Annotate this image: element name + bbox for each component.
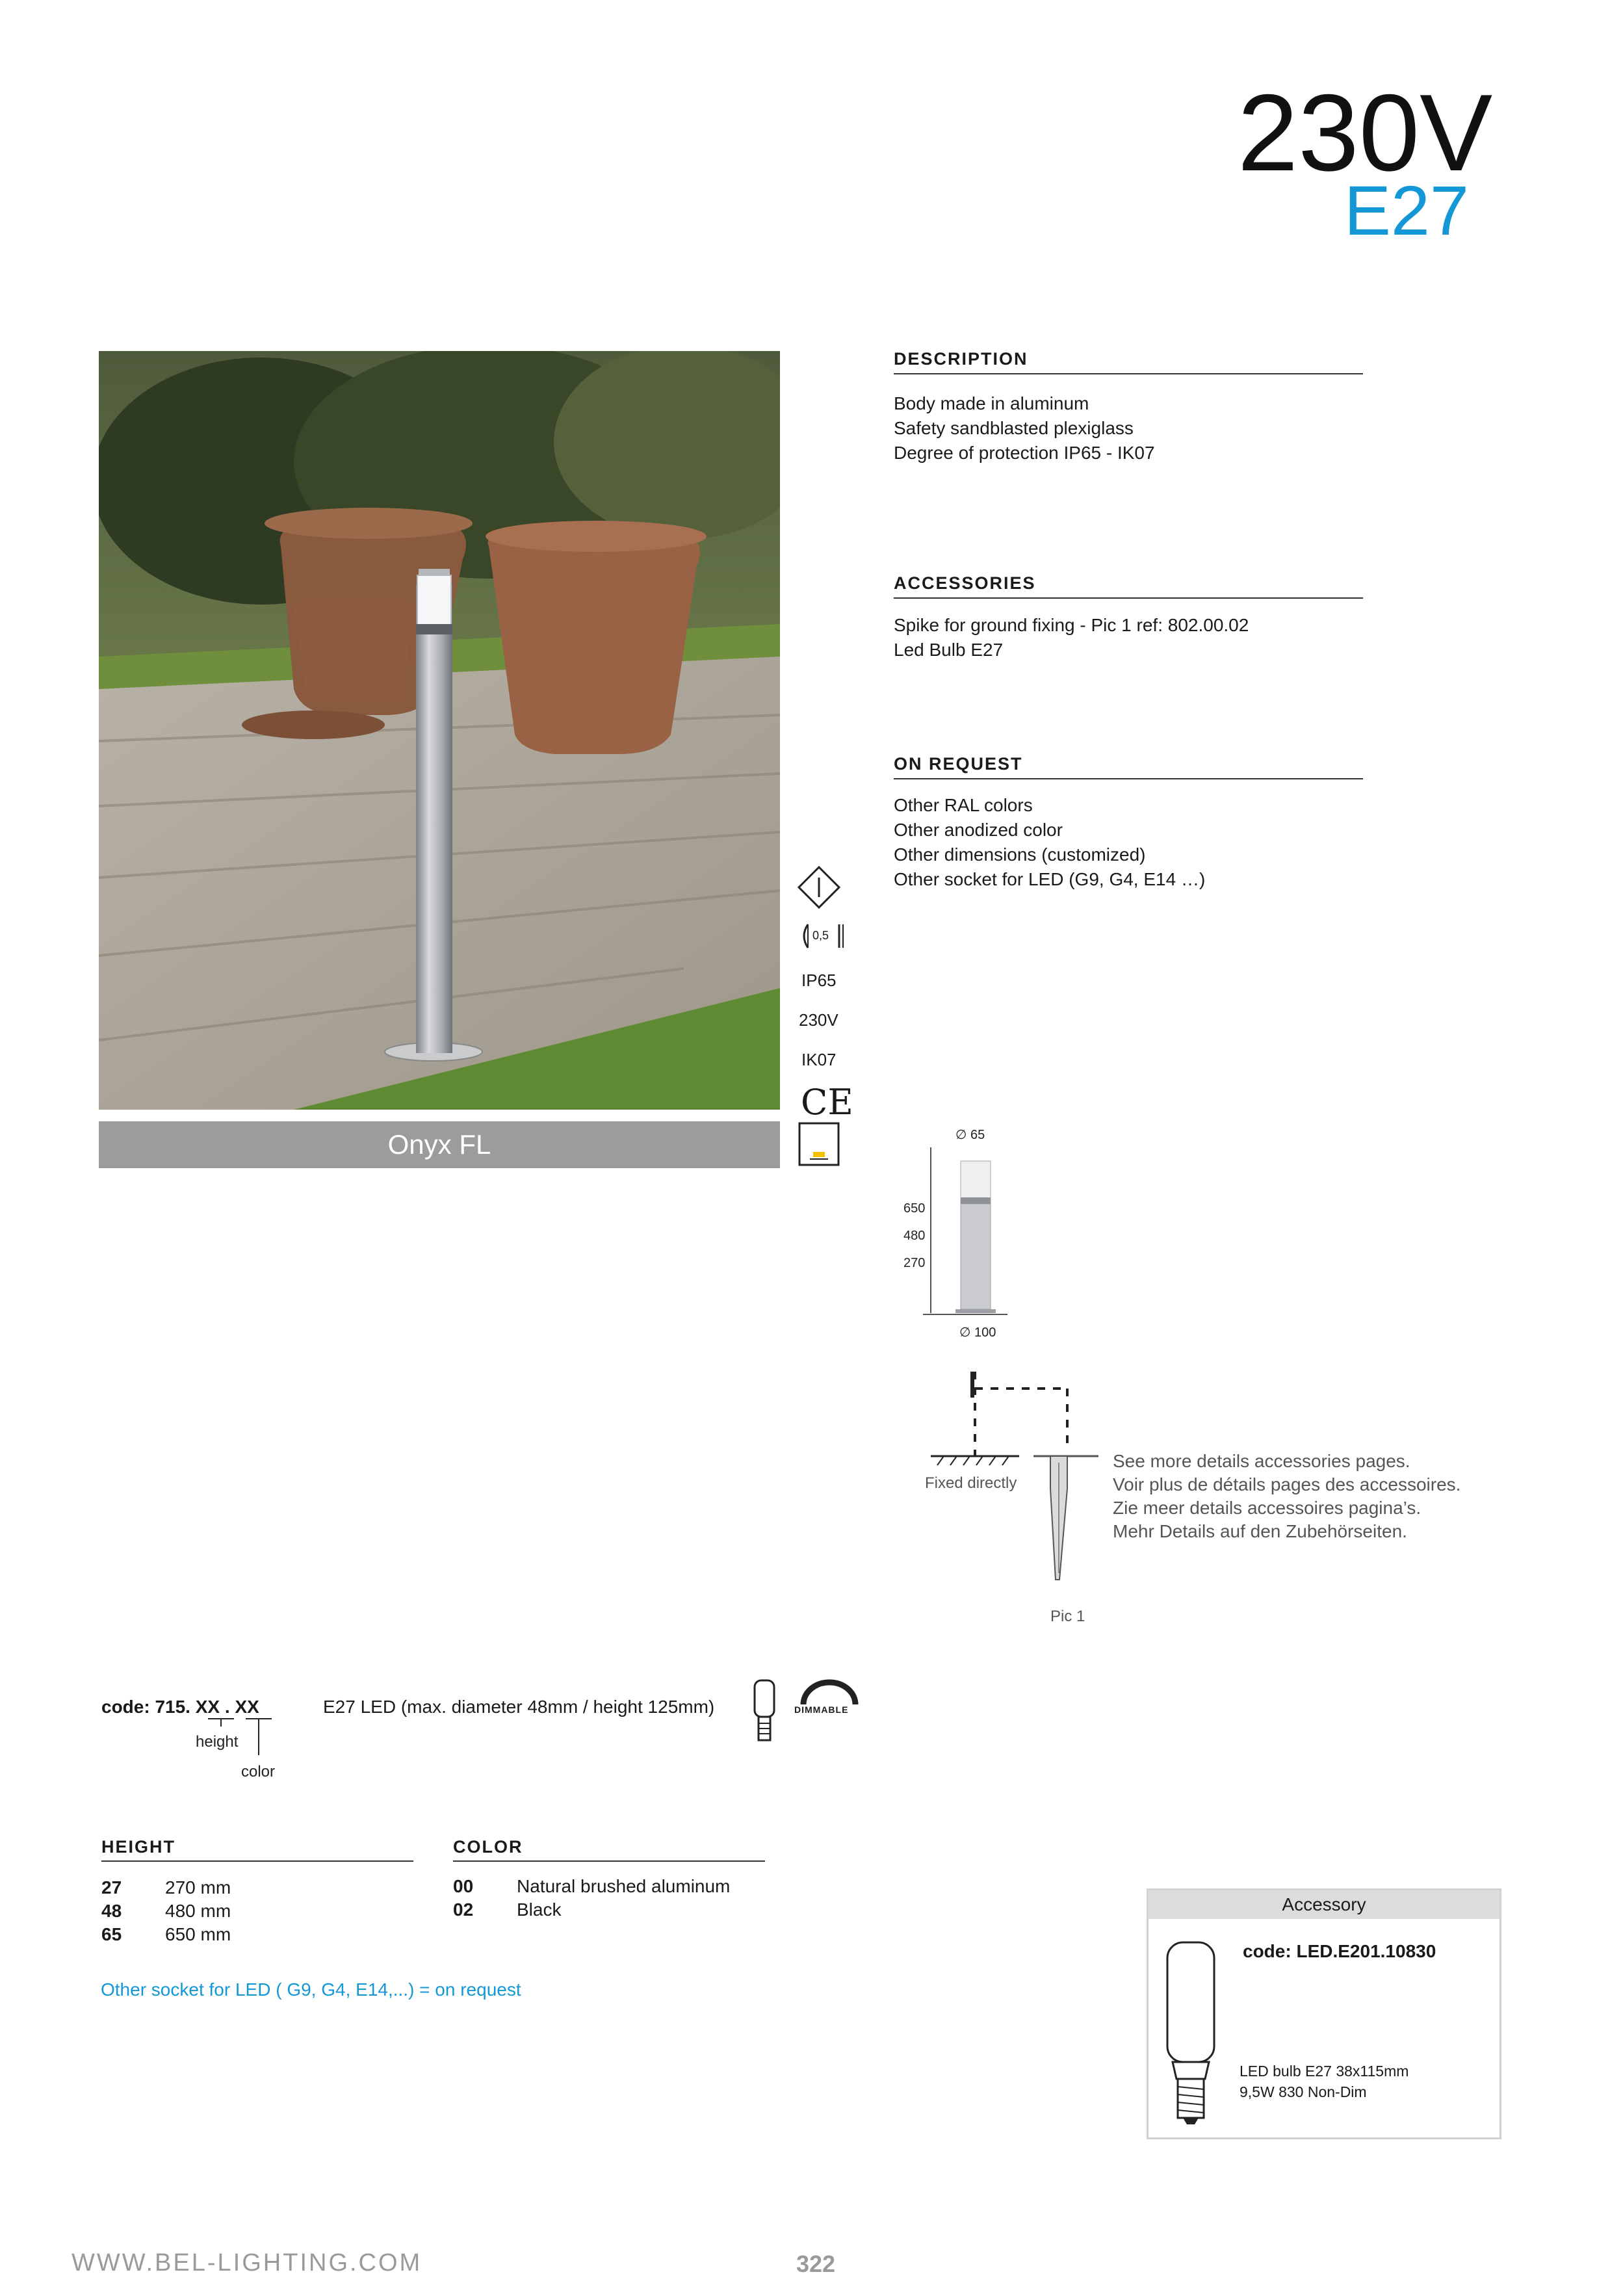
accessories-body (894, 613, 1249, 662)
socket-heading: E27 (1344, 171, 1469, 250)
led-bulb-icon (753, 1678, 776, 1743)
description-line: Degree of protection IP65 - IK07 (894, 443, 1155, 463)
description-rule (894, 373, 1363, 374)
color-value: Natural brushed aluminum (517, 1876, 731, 1896)
accessory-note (1113, 1450, 1461, 1543)
accessory-box-title: Accessory (1149, 1890, 1500, 1919)
height-value: 270 mm (165, 1877, 231, 1898)
accessory-note-line: Voir plus de détails pages des accessoires. (1113, 1474, 1461, 1494)
on-request-title: ON REQUEST (894, 754, 1023, 774)
page-number: 322 (796, 2250, 836, 2277)
accessories-title: ACCESSORIES (894, 573, 1036, 593)
on-request-line: Other anodized color (894, 820, 1063, 840)
code-line (101, 1697, 259, 1717)
lamp-included-icon (798, 1122, 840, 1166)
accessory-code-value: LED.E201.10830 (1296, 1941, 1436, 1961)
accessory-desc-line: 9,5W 830 Non-Dim (1240, 2083, 1367, 2100)
table-row (101, 1876, 231, 1899)
ip-rating: IP65 (801, 971, 837, 990)
color-table (453, 1875, 730, 1922)
height-480-label: 480 (903, 1229, 926, 1243)
code-height-label: height (196, 1733, 239, 1751)
accessories-line: Led Bulb E27 (894, 640, 1004, 660)
height-code: 27 (101, 1877, 122, 1898)
color-table-title: COLOR (453, 1837, 523, 1857)
socket-request-note: Other socket for LED ( G9, G4, E14,...) = on request (101, 1979, 521, 2000)
accessory-desc-line: LED bulb E27 38x115mm (1240, 2063, 1409, 2080)
glare-distance-icon (799, 922, 846, 950)
diameter-base-label: ∅ 100 (959, 1325, 996, 1340)
ce-mark-icon: CE (801, 1082, 853, 1123)
dimmable-label: DIMMABLE (794, 1704, 849, 1715)
color-code: 00 (453, 1876, 474, 1896)
on-request-rule (894, 778, 1363, 779)
height-270-label: 270 (903, 1256, 926, 1270)
pic1-label: Pic 1 (1050, 1608, 1085, 1625)
description-title: DESCRIPTION (894, 349, 1028, 369)
product-name-bar: Onyx FL (99, 1121, 780, 1168)
glare-distance-value: 0,5 (812, 929, 829, 942)
height-table (101, 1876, 231, 1946)
on-request-body (894, 793, 1205, 892)
accessory-box (1147, 1888, 1501, 2139)
description-body (894, 391, 1155, 465)
description-line: Safety sandblasted plexiglass (894, 418, 1134, 438)
height-value: 650 mm (165, 1924, 231, 1944)
accessory-description (1240, 2061, 1409, 2102)
table-row (101, 1899, 231, 1923)
dimmable-icon (790, 1678, 862, 1717)
fixed-directly-label: Fixed directly (925, 1474, 1017, 1492)
height-table-rule (101, 1860, 413, 1862)
height-value: 480 mm (165, 1901, 231, 1921)
voltage-heading: 230V (1237, 72, 1493, 194)
footer-website[interactable]: WWW.BEL-LIGHTING.COM (71, 2249, 422, 2276)
height-table-title: HEIGHT (101, 1837, 176, 1857)
diameter-top-label: ∅ 65 (955, 1128, 985, 1142)
accessory-code (1243, 1941, 1436, 1962)
warning-diamond-icon (796, 865, 842, 910)
on-request-line: Other RAL colors (894, 795, 1033, 815)
lamp-spec: E27 LED (max. diameter 48mm / height 125mm) (323, 1697, 715, 1717)
accessory-note-line: See more details accessories pages. (1113, 1451, 1410, 1471)
accessory-bulb-icon (1165, 1940, 1217, 2128)
table-row (101, 1923, 231, 1946)
table-row (453, 1875, 730, 1898)
accessory-code-prefix: code: (1243, 1941, 1292, 1961)
height-code: 48 (101, 1901, 122, 1921)
code-color-part: XX (235, 1697, 259, 1717)
color-table-rule (453, 1860, 765, 1862)
accessory-note-line: Zie meer details accessoires pagina’s. (1113, 1498, 1422, 1518)
color-code: 02 (453, 1899, 474, 1920)
height-code: 65 (101, 1924, 122, 1944)
ik-rating: IK07 (801, 1050, 837, 1069)
product-photo (99, 351, 780, 1110)
code-dot: . (224, 1697, 230, 1717)
accessories-rule (894, 597, 1363, 599)
code-prefix: code: 715. (101, 1697, 190, 1717)
height-650-label: 650 (903, 1201, 926, 1216)
voltage-rating: 230V (799, 1010, 838, 1030)
on-request-line: Other socket for LED (G9, G4, E14 …) (894, 869, 1206, 889)
code-color-label: color (241, 1763, 276, 1781)
code-height-part: XX (195, 1697, 220, 1717)
description-line: Body made in aluminum (894, 393, 1089, 413)
color-value: Black (517, 1899, 562, 1920)
on-request-line: Other dimensions (customized) (894, 844, 1146, 865)
accessory-note-line: Mehr Details auf den Zubehörseiten. (1113, 1521, 1407, 1541)
dimension-drawing (923, 1144, 1007, 1320)
table-row (453, 1898, 730, 1922)
accessories-line: Spike for ground fixing - Pic 1 ref: 802.00.02 (894, 615, 1249, 635)
